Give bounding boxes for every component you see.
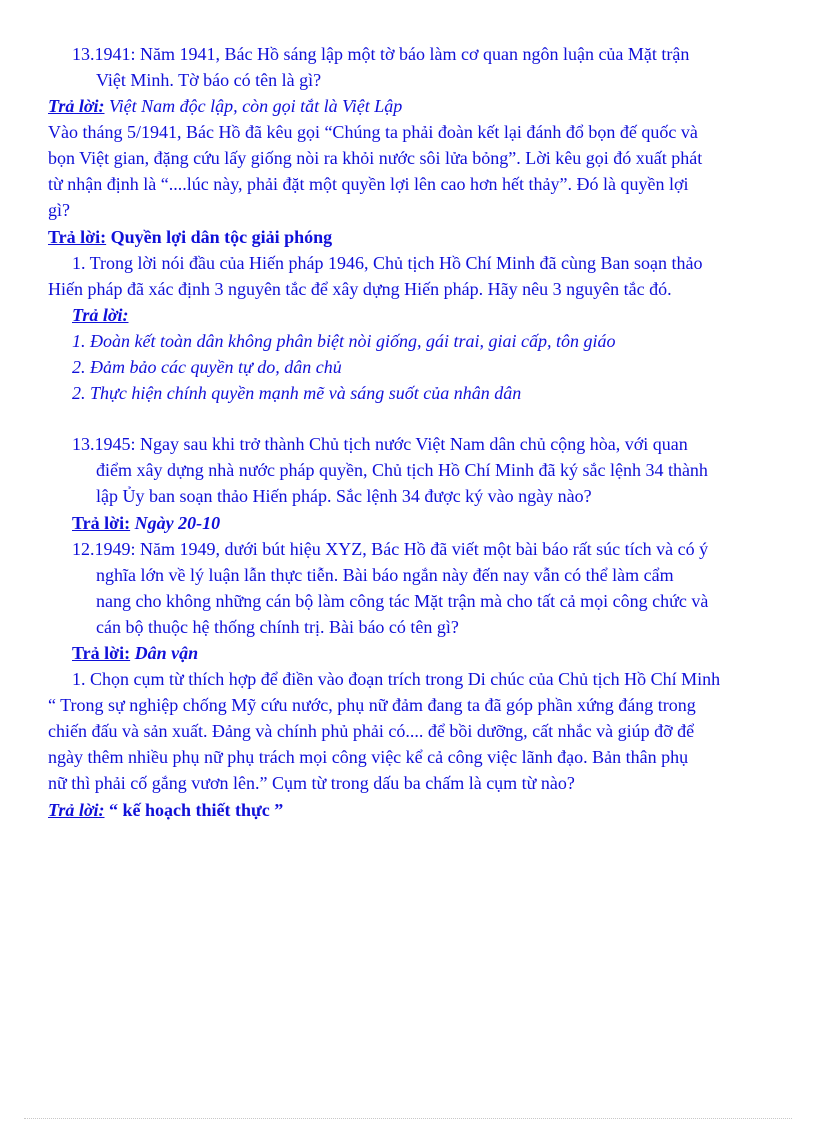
question-1941-line-2: Việt Minh. Tờ báo có tên là gì? [96, 70, 322, 90]
question-1945-line-2: điểm xây dựng nhà nước pháp quyền, Chủ tịch Hồ Chí Minh đã ký sắc lệnh 34 thành [96, 460, 708, 480]
question-1945-line-3: lập Ủy ban soạn thảo Hiến pháp. Sắc lệnh 34 được ký vào ngày nào? [96, 486, 592, 506]
question-di-chuc-line-5: nữ thì phải cố gắng vươn lên.” Cụm từ trong dấu ba chấm là cụm từ nào? [48, 773, 575, 793]
answer-text: Dân vận [130, 643, 199, 663]
page-bottom-divider [24, 1118, 792, 1119]
answer-text: “ kế hoạch thiết thực ” [104, 800, 284, 820]
question-1949-line-2: nghĩa lớn về lý luận lẫn thực tiễn. Bài báo ngắn này đến nay vẫn có thể làm cẩm [96, 565, 674, 585]
question-quyen-loi-line-3: từ nhận định là “....lúc này, phải đặt một quyền lợi lên cao hơn hết thảy”. Đó là quyền lợi [48, 174, 689, 194]
question-1941-line-1: 13.1941: Năm 1941, Bác Hồ sáng lập một tờ báo làm cơ quan ngôn luận của Mặt trận [72, 44, 690, 64]
answer-di-chuc [48, 797, 283, 823]
answer-hien-phap-label: Trả lời: [72, 305, 129, 325]
answer-text: Việt Nam độc lập, còn gọi tắt là Việt Lập [104, 96, 403, 116]
question-quyen-loi-line-1: Vào tháng 5/1941, Bác Hồ đã kêu gọi “Chúng ta phải đoàn kết lại đánh đổ bọn đế quốc và [48, 122, 698, 142]
answer-quyen-loi [48, 224, 332, 250]
principle-item-3: 2. Thực hiện chính quyền mạnh mẽ và sáng suốt của nhân dân [72, 383, 522, 403]
question-di-chuc-line-3: chiến đấu và sản xuất. Đảng và chính phủ phải có.... để bồi dưỡng, cất nhắc và giúp đỡ để [48, 721, 695, 741]
answer-label: Trả lời: [48, 227, 107, 247]
question-hien-phap-line-1: 1. Trong lời nói đầu của Hiến pháp 1946, Chủ tịch Hồ Chí Minh đã cùng Ban soạn thảo [72, 253, 703, 273]
answer-text: Quyền lợi dân tộc giải phóng [106, 227, 333, 247]
question-di-chuc-line-4: ngày thêm nhiều phụ nữ phụ trách mọi công việc kể cả công việc lãnh đạo. Bản thân phụ [48, 747, 689, 767]
answer-1941 [48, 93, 402, 119]
answer-1949 [72, 640, 198, 666]
question-1949-line-1: 12.1949: Năm 1949, dưới bút hiệu XYZ, Bác Hồ đã viết một bài báo rất súc tích và có ý [72, 539, 709, 559]
principle-item-1: 1. Đoàn kết toàn dân không phân biệt nòi giống, gái trai, giai cấp, tôn giáo [72, 331, 616, 351]
question-hien-phap-line-2: Hiến pháp đã xác định 3 nguyên tắc để xây dựng Hiến pháp. Hãy nêu 3 nguyên tắc đó. [48, 279, 672, 299]
answer-label: Trả lời: [48, 800, 105, 820]
question-1949-line-4: cán bộ thuộc hệ thống chính trị. Bài báo có tên gì? [96, 617, 459, 637]
question-quyen-loi-line-2: bọn Việt gian, đặng cứu lấy giống nòi ra khỏi nước sôi lửa bỏng”. Lời kêu gọi đó xuất phát [48, 148, 703, 168]
question-1945-line-1: 13.1945: Ngay sau khi trở thành Chủ tịch nước Việt Nam dân chủ cộng hòa, với quan [72, 434, 688, 454]
question-di-chuc-line-2: “ Trong sự nghiệp chống Mỹ cứu nước, phụ nữ đảm đang ta đã góp phần xứng đáng trong [48, 695, 696, 715]
question-di-chuc-line-1: 1. Chọn cụm từ thích hợp để điền vào đoạn trích trong Di chúc của Chủ tịch Hồ Chí Minh [72, 669, 721, 689]
answer-text: Ngày 20-10 [130, 513, 221, 533]
answer-label: Trả lời: [48, 96, 105, 116]
answer-label: Trả lời: [72, 513, 131, 533]
question-quyen-loi-line-4: gì? [48, 200, 70, 220]
principle-item-2: 2. Đảm bảo các quyền tự do, dân chủ [72, 357, 342, 377]
answer-label: Trả lời: [72, 643, 131, 663]
question-1949-line-3: nang cho không những cán bộ làm công tác Mặt trận mà cho tất cả mọi công chức và [96, 591, 709, 611]
answer-1945 [72, 510, 220, 536]
